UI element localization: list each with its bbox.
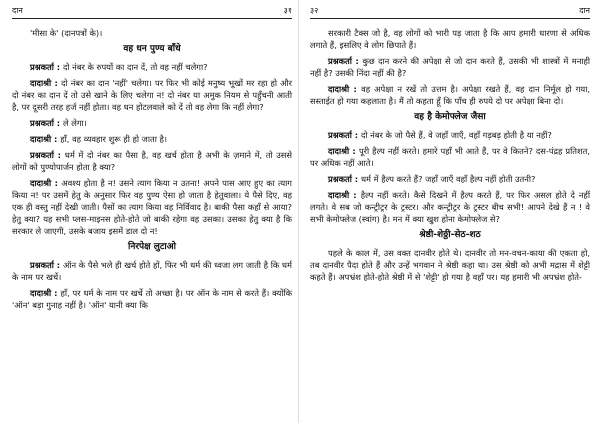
paragraph-text: अवश्य होता है न! उसने त्याग किया न उतना! अपने पास आए हुए का त्याग किया न! पर उसमें हेतु के अनुसार फिर वह पुण्य ऐसा हो जाता है हेतुवाला। ये पैसे दिए, वह एक ही वस्तु नहीं देखी जाती। पैसों का त्याग किया वह निर्विवाद है। बाकी पैसा कहाँ से आया? हेतु क्या? यह सभी प्लस-माइनस होते-होते जो बाकी रहेगा वह उसका। उसका हेतु क्या है कि सरकार ले जाएगी, उसके बजाय इसमें डाल दो न! xyxy=(12,178,292,237)
paragraph xyxy=(310,145,590,169)
right-page-body xyxy=(310,27,590,283)
paragraph-text: धर्म में हैल्प करते हैं? जहाँ जाएँ वहाँ हैल्प नहीं होती उतनी? xyxy=(360,174,536,185)
section-heading: वह है केमोफ्लेज जैसा xyxy=(414,112,486,123)
right-running-header xyxy=(310,4,590,19)
paragraph-text: धर्म में दो नंबर का पैसा है, वह खर्च होता है अभी के ज़माने में, तो उससे लोगों को पुण्योपार्जन होता है क्या? xyxy=(12,150,292,173)
paragraph-text: वह अपेक्षा न रखें तो उत्तम है। अपेक्षा रखते हैं, वह दान निर्मूल हो गया, सस्ताईत हो गया कहलाता है। मैं तो कहता हूँ कि पाँच ही रुपये दो पर अपेक्षा बिना दो। xyxy=(310,84,590,107)
paragraph xyxy=(310,189,590,225)
paragraph xyxy=(12,133,292,145)
paragraph-text: दो नंबर के रुपयों का दान दें, तो वह नहीं चलेगा? xyxy=(62,62,208,73)
paragraph-text: हाँ, वह व्यवहार शुरू ही हो जाता है। xyxy=(60,134,168,145)
paragraph-text: दो नंबर का दान 'नहीं' चलेगा। पर फिर भी कोई मनुष्य भूखों मर रहा हो और दो नंबर का दान दें तो उसे खाने के लिए चलेगा न! दो नंबर या अमुक नियम से पहुँचनी आती है, पर दूसरी तरह हर्ज नहीं होता। वह धन होटलवाले को दें तो वह लेगा कि नहीं लेगा? xyxy=(12,78,292,113)
speaker-label: प्रश्नकर्ता : xyxy=(30,260,64,271)
section-heading: श्रेष्ठी-शेठ्ठी-सेठ-शठ xyxy=(419,230,481,241)
paragraph xyxy=(12,117,292,129)
paragraph-text: हैल्प नहीं करते। कैसे दिखने में हैल्प करते हैं, पर फिर असल होते दे नहीं लगते। वे सब जो कन्ट्रीट्रर के ट्रस्टर। और कन्ट्रीट्रर के ट्रस्टर बीच सभी! आपने देखे हैं न ! वे सभी केमोफ्लेज (स्वांग) है। मन में क्या खुश होना केमोफ्लेज से? xyxy=(310,190,590,225)
paragraph xyxy=(12,77,292,113)
left-page-body xyxy=(12,27,292,311)
paragraph xyxy=(310,83,590,107)
left-page xyxy=(12,0,292,423)
right-page xyxy=(310,0,590,423)
speaker-label: दादाश्री : xyxy=(30,78,62,89)
paragraph-text: पूरी हैल्प नहीं करते। हमारे पहाँ भी आते हैं, पर वे कितने? दस-पंद्रह प्रतिशत, पर अधिक नहीं आते। xyxy=(310,146,591,169)
paragraph-text: 'मीसा के' (दानपत्रों के)। xyxy=(30,28,103,38)
speaker-label: दादाश्री : xyxy=(30,134,61,145)
speaker-label: दादाश्री : xyxy=(328,190,361,201)
right-page-number: ३२ xyxy=(310,6,319,15)
left-page-number: ३१ xyxy=(283,6,292,15)
paragraph xyxy=(12,177,292,237)
paragraph xyxy=(12,259,292,283)
speaker-label: दादाश्री : xyxy=(30,288,61,299)
gutter-divider xyxy=(298,0,299,423)
speaker-label: प्रश्नकर्ता : xyxy=(30,150,65,161)
speaker-label: प्रश्नकर्ता : xyxy=(328,56,363,67)
speaker-label: प्रश्नकर्ता : xyxy=(328,130,361,141)
left-header-title: दान xyxy=(12,6,23,15)
left-running-header xyxy=(12,4,292,19)
paragraph xyxy=(310,129,590,141)
paragraph-text: ऑन के पैसे भले ही खर्च होते हों, फिर भी धर्म की ध्वजा लग जाती है कि धर्म के नाम पर खर्चे। xyxy=(12,260,292,283)
paragraph-text: ले लेगा। xyxy=(62,118,87,129)
speaker-label: दादाश्री : xyxy=(328,84,362,95)
paragraph-text: पहले के काल में, उस वक्त दानवीर होते थे। दानवीर तो मन-वचन-काया की एकता हो, तब दानवीर पैदा होते हैं और उन्हें भगवान ने श्रेष्ठी कहा था। उस श्रेष्ठी को अभी मद्रास में शेट्टी कहते हैं। अपभ्रंश होते-होते श्रेष्ठी में से 'शेट्टी' हो गया है वहाँ पर। यह हमारी भी अपभ्रंश होते- xyxy=(310,248,590,283)
speaker-label: प्रश्नकर्ता : xyxy=(30,118,63,129)
section-heading: वह धन पुण्य बाँधे xyxy=(123,44,181,55)
paragraph xyxy=(12,27,292,39)
speaker-label: प्रश्नकर्ता : xyxy=(328,174,361,185)
right-header-title: दान xyxy=(579,6,590,15)
paragraph xyxy=(310,247,590,283)
speaker-label: दादाश्री : xyxy=(328,146,359,157)
speaker-label: दादाश्री : xyxy=(30,178,62,189)
paragraph-text: हाँ, पर धर्म के नाम पर खर्चे तो अच्छा है। पर ऑन के नाम से करते हैं। क्योंकि 'ऑन' बड़ा गुनाह नहीं है। 'ऑन' यानी क्या कि xyxy=(12,288,292,311)
paragraph xyxy=(12,149,292,173)
paragraph xyxy=(310,27,590,51)
paragraph xyxy=(310,55,590,79)
paragraph-text: सरकारी टैक्स जो है, वह लोगों को भारी पड़ जाता है कि आप हमारी धारणा से अधिक लगाते हैं, इसलिए वे लोग छिपाते हैं। xyxy=(310,28,590,51)
paragraph-text: दो नंबर के जो पैसे हैं, वे जहाँ जाएँ, वहाँ गड़बड़ होती है या नहीं? xyxy=(360,130,552,141)
speaker-label: प्रश्नकर्ता : xyxy=(30,62,63,73)
section-heading: निरपेक्ष लुटाओ xyxy=(128,242,176,253)
paragraph xyxy=(12,61,292,73)
paragraph-text: कुछ दान करने की अपेक्षा से जो दान करते हैं, उसकी भी शास्त्रों में मनाही नहीं है? उसकी निंदा नहीं की है? xyxy=(310,56,590,79)
paragraph xyxy=(310,173,590,185)
paragraph xyxy=(12,287,292,311)
